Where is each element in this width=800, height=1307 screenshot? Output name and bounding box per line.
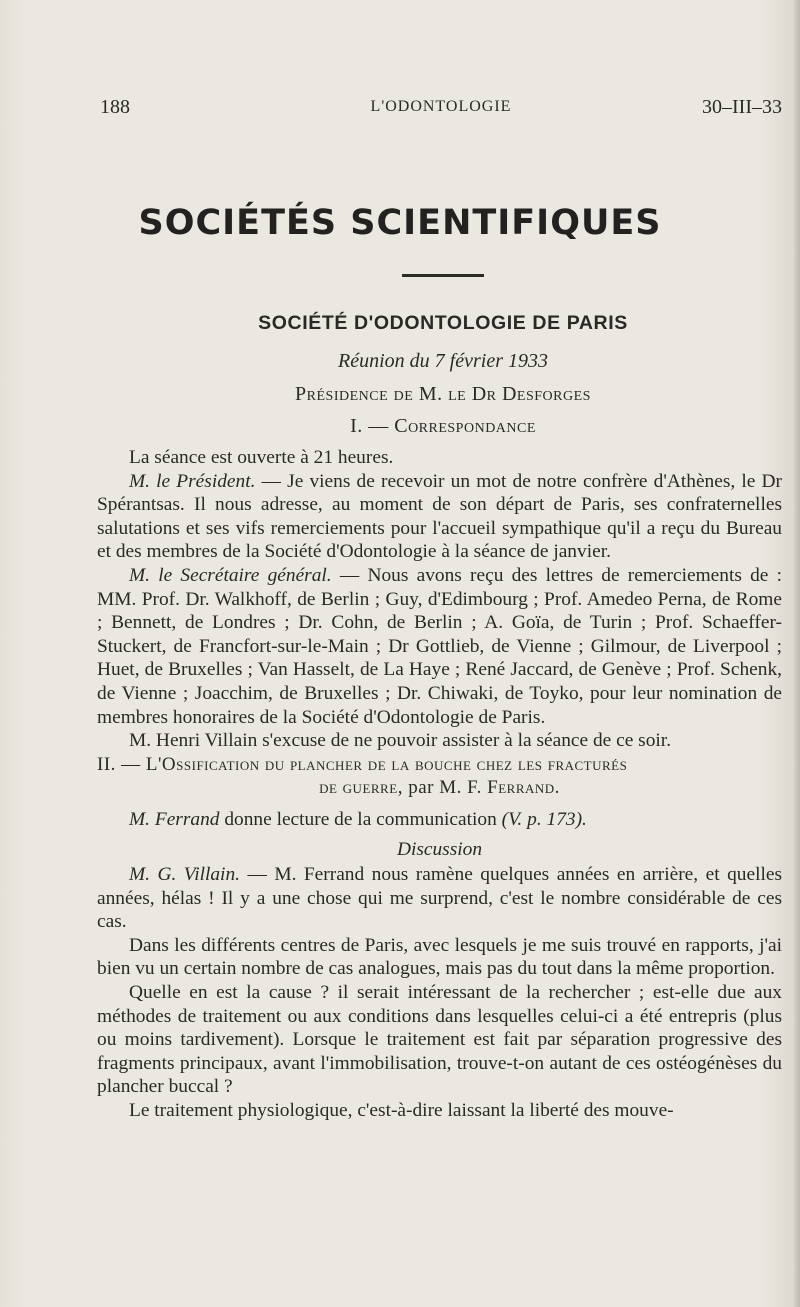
- paragraph: M. le Président. — Je viens de recevoir un mot de notre confrère d'Athènes, le Dr Spérantsas. Il nous adresse, au moment de son départ de Paris, ses confraternelles salutations et ses vifs remerciements pour l'accueil sympathique qu'il a reçu du Bureau et des membres de la Société d'Odontologie à la séance de janvier.: [97, 470, 783, 563]
- running-head: [100, 96, 782, 126]
- speaker: M. le Secrétaire général.: [129, 564, 332, 586]
- paragraph: Quelle en est la cause ? il serait intéressant de la rechercher ; est-elle due aux méthodes de traitement ou aux conditions dans lesquelles celui-ci a été entrepris (plus ou moins tardivement). Lorsque le traitement est fait par séparation progressive des fragments principaux, avant l'immobilisation, trouve-t-on autant de ces ostéogénèses du plancher buccal ?: [97, 982, 782, 1098]
- issue-date: 30–III–33: [702, 96, 782, 118]
- body-text: [97, 446, 782, 1123]
- paragraph: Dans les différents centres de Paris, avec lesquels je me suis trouvé en rapports, j'ai bien vu un certain nombre de cas analogues, mais pas du tout dans la même proportion.: [97, 934, 782, 980]
- paragraph: M. Ferrand donne lecture de la communication (V. p. 173).: [129, 808, 587, 830]
- speaker: M. Ferrand: [129, 808, 220, 830]
- society-heading: SOCIÉTÉ D'ODONTOLOGIE DE PARIS: [258, 312, 628, 334]
- page-edge-shadow: [794, 0, 800, 1307]
- correspondence-heading: I. — Correspondance: [350, 415, 536, 437]
- paragraph: M. G. Villain. — M. Ferrand nous ramène quelques années en arrière, et quelles années, hélas ! Il y a une chose qui me surprend, c'est le nombre considérable de ces cas.: [97, 864, 782, 933]
- paragraph: M. Henri Villain s'excuse de ne pouvoir assister à la séance de ce soir.: [129, 730, 672, 752]
- discussion-heading: Discussion: [396, 838, 483, 860]
- journal-title: L'ODONTOLOGIE: [370, 98, 512, 115]
- presidency-line: Présidence de M. le Dr Desforges: [295, 383, 591, 405]
- paragraph: Le traitement physiologique, c'est-à-dire laissant la liberté des mouve-: [129, 1100, 674, 1122]
- speaker: M. le Président.: [129, 470, 256, 492]
- speaker: M. G. Villain.: [129, 864, 240, 886]
- meeting-date: Réunion du 7 février 1933: [338, 350, 548, 372]
- paragraph: La séance est ouverte à 21 heures.: [129, 447, 394, 468]
- page-reference: (V. p. 173).: [501, 808, 587, 830]
- page-number: 188: [100, 96, 130, 118]
- section-title: SOCIÉTÉS SCIENTIFIQUES: [138, 203, 662, 243]
- paragraph: M. le Secrétaire général. — Nous avons reçu des lettres de remerciements de : MM. Prof. Dr. Walkhoff, de Berlin ; Guy, d'Edimbourg ; Prof. Amedeo Perna, de Rome ; Bennett, de Londres ; Dr. Cohn, de Berlin ; A. Goïa, de Turin ; Prof. Schaeffer-Stuckert, de Francfort-sur-le-Main ; Dr Gottlieb, de Vienne ; Gilmour, de Liverpool ; Huet, de Bruxelles ; Van Hasselt, de La Haye ; René Jaccard, de Genève ; Prof. Schenk, de Vienne ; Joacchim, de Bruxelles ; Dr. Chiwaki, de Toyko, pour leur nomination de membres honoraires de la Société d'Odontologie de Paris.: [97, 564, 782, 728]
- title-rule: [402, 274, 484, 277]
- ossification-heading: II. — L'Ossification du plancher de la bouche chez les fracturés de guerre, par M. F. Ferrand.: [97, 753, 628, 799]
